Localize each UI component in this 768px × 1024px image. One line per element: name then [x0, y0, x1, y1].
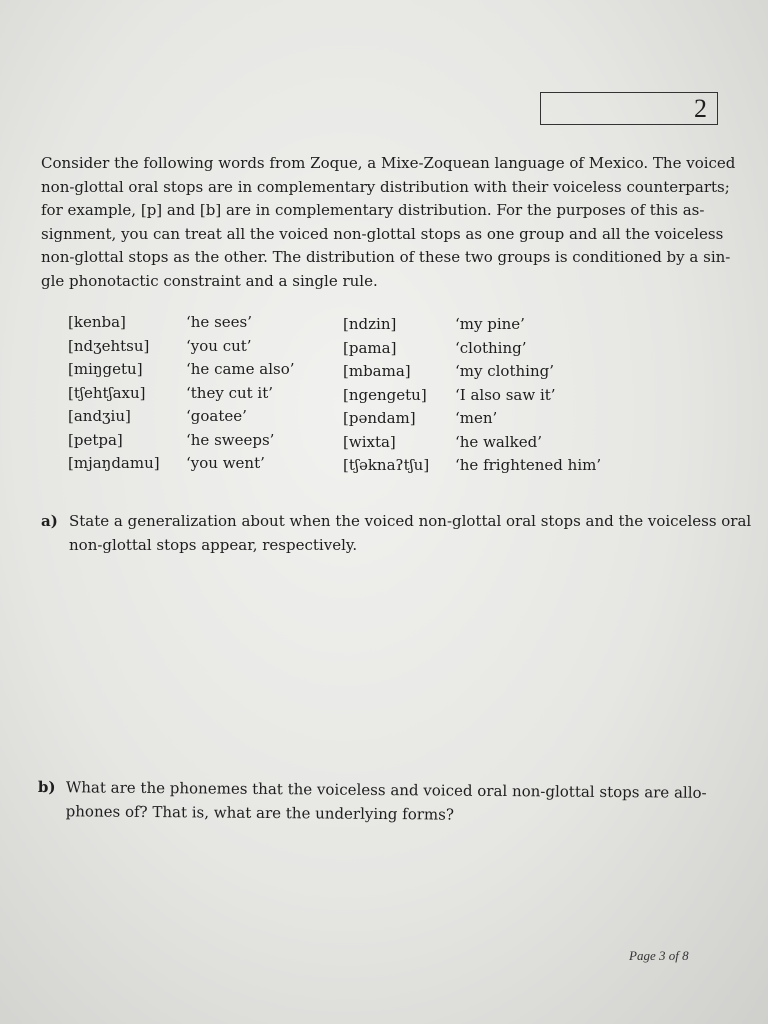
word-form: [wixta] [343, 432, 396, 451]
intro-line: non-glottal stops as the other. The distribution of these two groups is conditioned by a sin- [41, 248, 731, 266]
intro-line: for example, [p] and [b] are in complementary distribution. For the purposes of this as- [41, 201, 705, 219]
word-form: [ngengetu] [343, 385, 427, 404]
word-form: [miŋgetu] [68, 360, 143, 378]
question-b-label: b) [37, 777, 56, 797]
intro-paragraph [41, 152, 736, 293]
word-gloss: ‘clothing’ [455, 338, 527, 357]
word-gloss: ‘he came also’ [186, 360, 295, 378]
page-number-footer: Page 3 of 8 [629, 948, 689, 963]
left-glosses-column [186, 311, 295, 476]
question-b-text [66, 776, 707, 829]
word-gloss: ‘he walked’ [455, 432, 542, 451]
question-line: What are the phonemes that the voiceless and voiced oral non-glottal stops are allo- [65, 778, 707, 802]
word-gloss: ‘you went’ [186, 454, 265, 472]
word-form: [pəndam] [343, 409, 416, 427]
word-gloss: ‘he frightened him’ [455, 456, 602, 474]
word-gloss: ‘I also saw it’ [455, 385, 556, 404]
right-forms-column [343, 313, 429, 478]
word-gloss: ‘he sees’ [186, 313, 252, 331]
word-form: [tʃehtʃaxu] [68, 383, 146, 402]
word-gloss: ‘they cut it’ [186, 383, 274, 402]
question-line: non-glottal stops appear, respectively. [69, 535, 358, 554]
word-form: [pama] [343, 338, 397, 357]
word-form: [tʃəknaʔtʃu] [343, 456, 430, 474]
word-gloss: ‘goatee’ [186, 407, 247, 425]
intro-line: gle phonotactic constraint and a single rule. [41, 271, 378, 290]
word-gloss: ‘my clothing’ [455, 362, 554, 380]
question-number-box [540, 92, 718, 125]
question-line: State a generalization about when the voiced non-glottal oral stops and the voiceless oral [69, 512, 752, 530]
word-form: [mbama] [343, 362, 411, 380]
word-gloss: ‘you cut’ [186, 336, 252, 355]
word-gloss: ‘he sweeps’ [186, 430, 275, 449]
question-a-label: a) [41, 512, 58, 530]
right-glosses-column [455, 313, 601, 478]
question-line: phones of? That is, what are the underlying forms? [65, 801, 455, 824]
left-forms-column [68, 311, 160, 476]
word-form: [andʒiu] [68, 407, 131, 425]
word-form: [mjaŋdamu] [68, 454, 160, 472]
intro-line: non-glottal oral stops are in complementary distribution with their voiceless counterparts; [41, 177, 730, 196]
word-form: [ndʒehtsu] [68, 336, 150, 355]
word-gloss: ‘my pine’ [455, 315, 525, 333]
word-form: [kenba] [68, 313, 126, 331]
word-form: [ndzin] [343, 315, 397, 333]
question-number: 2 [694, 94, 707, 123]
question-a-text [69, 510, 751, 557]
word-form: [petpa] [68, 430, 123, 449]
intro-line: signment, you can treat all the voiced non-glottal stops as one group and all the voiceless [41, 224, 724, 243]
word-gloss: ‘men’ [455, 409, 498, 427]
intro-line: Consider the following words from Zoque, a Mixe-Zoquean language of Mexico. The voiced [41, 154, 736, 172]
